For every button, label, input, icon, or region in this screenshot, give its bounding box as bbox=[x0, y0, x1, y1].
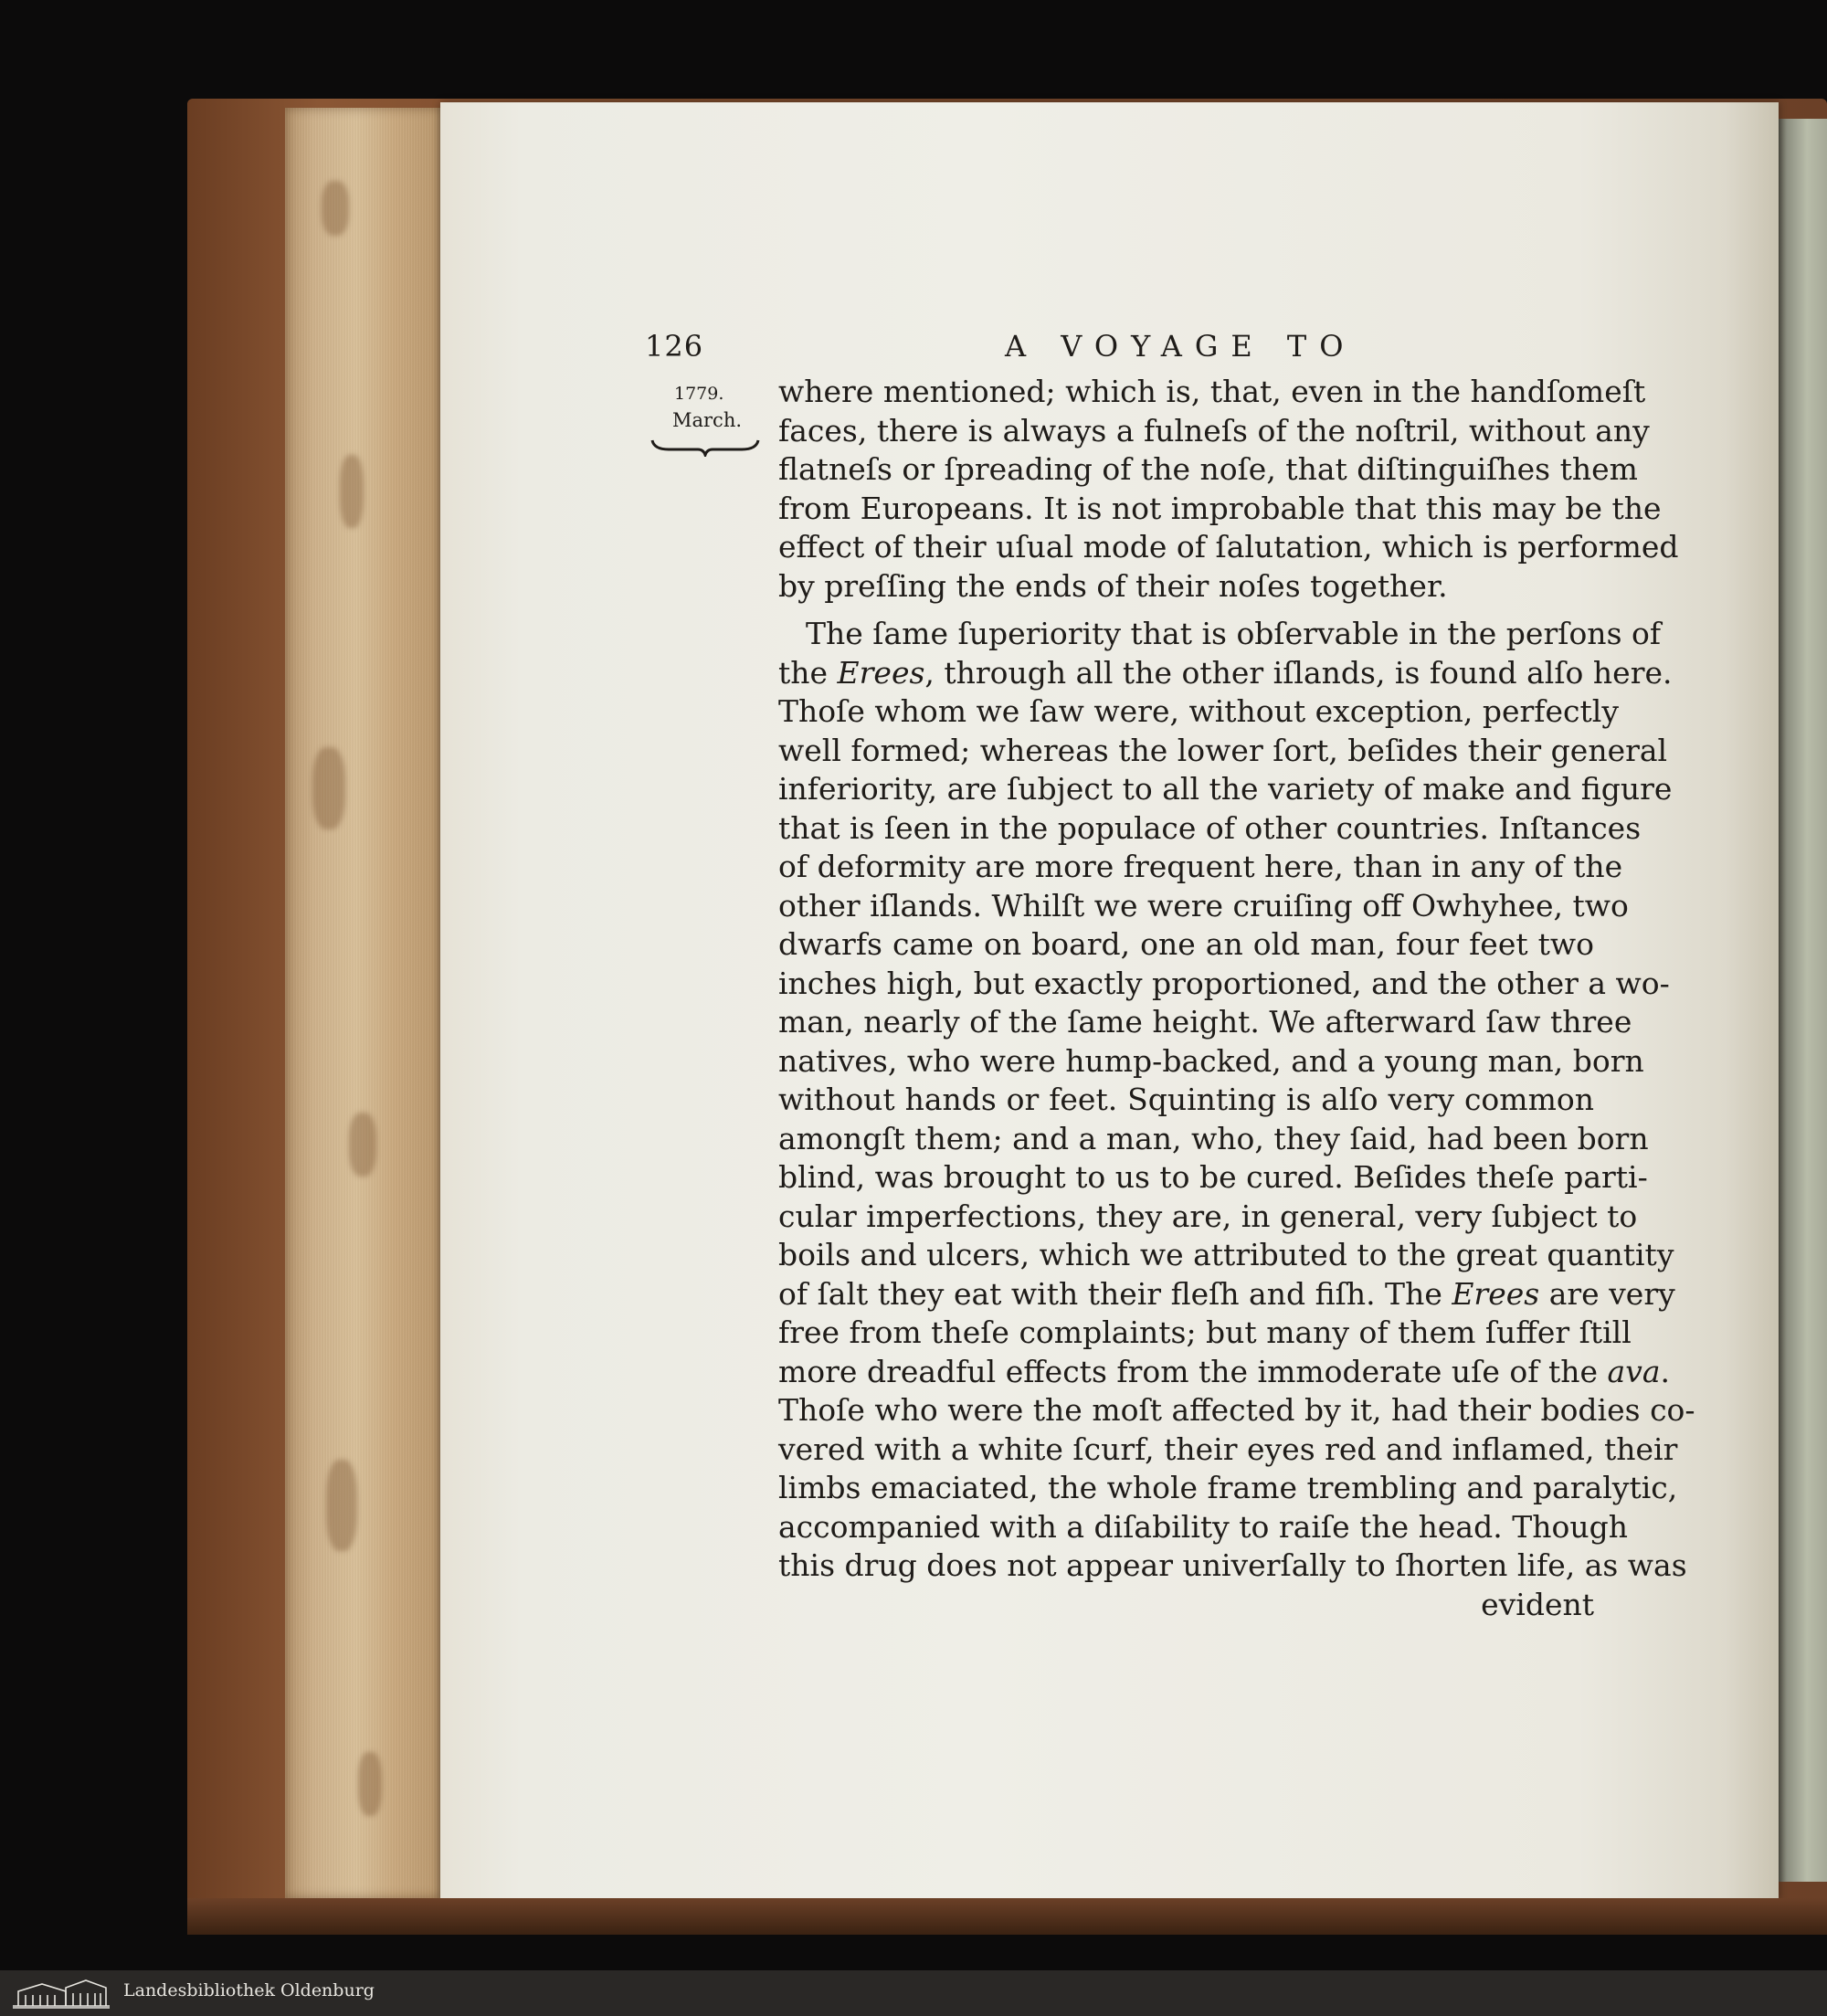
text-line bbox=[778, 848, 1623, 887]
text-line bbox=[778, 412, 1650, 451]
catchword: evident bbox=[1481, 1586, 1594, 1622]
text-segment: , through all the other iſlands, is found alſo here. bbox=[924, 654, 1673, 691]
text-segment: this drug does not appear univerſally to ſhorten life, as was bbox=[778, 1547, 1687, 1583]
text-line bbox=[778, 1120, 1649, 1159]
text-segment: blind, was brought to us to be cured. Beſides theſe parti- bbox=[778, 1159, 1648, 1195]
text-line bbox=[778, 887, 1629, 926]
text-line bbox=[778, 1391, 1695, 1430]
text-segment: by preſſing the ends of their noſes together. bbox=[778, 567, 1448, 604]
text-line bbox=[778, 1546, 1687, 1586]
text-segment: without hands or feet. Squinting is alſo very common bbox=[778, 1082, 1594, 1117]
cover-bottom bbox=[187, 1898, 1827, 1935]
text-segment: . bbox=[1660, 1353, 1671, 1389]
text-line bbox=[778, 1314, 1632, 1353]
text-segment: Thoſe who were the moſt affected by it, had their bodies co- bbox=[778, 1392, 1695, 1428]
margin-note-year: 1779. bbox=[674, 384, 724, 404]
text-segment: The ſame ſuperiority that is obſervable in the perſons of bbox=[806, 616, 1662, 651]
text-line bbox=[778, 1353, 1671, 1392]
text-segment: from Europeans. It is not improbable that this may be the bbox=[778, 490, 1662, 526]
text-line bbox=[778, 965, 1670, 1004]
text-segment: well formed; whereas the lower ſort, beſides their general bbox=[778, 732, 1668, 768]
text-line bbox=[778, 373, 1646, 412]
text-line bbox=[778, 450, 1638, 490]
text-line bbox=[778, 770, 1673, 809]
text-segment: are very bbox=[1539, 1275, 1675, 1312]
page-fore-edge bbox=[285, 108, 442, 1898]
text-segment: inches high, but exactly proportioned, and the other a wo- bbox=[778, 965, 1670, 1001]
text-segment: man, nearly of the ſame height. We afterward ſaw three bbox=[778, 1004, 1632, 1040]
text-line bbox=[778, 490, 1662, 529]
text-segment: where mentioned; which is, that, even in the handſomeſt bbox=[778, 374, 1646, 409]
text-segment: dwarfs came on board, one an old man, four feet two bbox=[778, 926, 1594, 962]
text-segment: cular imperfections, they are, in general, very ſubject to bbox=[778, 1198, 1638, 1234]
text-line bbox=[778, 1236, 1674, 1275]
text-line bbox=[778, 528, 1679, 567]
text-segment: Thoſe whom we ſaw were, without exception, perfectly bbox=[778, 693, 1619, 729]
italic-term: Erees bbox=[1452, 1275, 1540, 1312]
text-line bbox=[778, 1003, 1632, 1042]
page-number: 126 bbox=[645, 329, 704, 364]
running-title: A VOYAGE TO bbox=[1005, 329, 1357, 364]
brace-icon bbox=[650, 437, 760, 457]
text-line bbox=[778, 567, 1594, 607]
text-segment: limbs emaciated, the whole frame trembling and paralytic, bbox=[778, 1470, 1678, 1505]
text-line bbox=[778, 1158, 1648, 1198]
text-line bbox=[778, 1081, 1594, 1120]
text-segment: amongſt them; and a man, who, they ſaid, had been born bbox=[778, 1120, 1649, 1156]
text-line bbox=[778, 615, 1662, 654]
italic-term: ava bbox=[1607, 1353, 1661, 1389]
text-segment: free from theſe complaints; but many of them ſuffer ſtill bbox=[778, 1314, 1632, 1350]
text-segment: of deformity are more frequent here, than in any of the bbox=[778, 849, 1623, 884]
library-building-icon bbox=[9, 1975, 113, 2010]
body-text bbox=[778, 373, 1695, 1624]
text-line bbox=[778, 1469, 1678, 1508]
text-segment: other iſlands. Whilſt we were cruiſing off Owhyhee, two bbox=[778, 887, 1629, 924]
text-line bbox=[778, 809, 1642, 849]
text-segment: that is ſeen in the populace of other countries. Inſtances bbox=[778, 809, 1642, 846]
library-name: Landesbibliothek Oldenburg bbox=[123, 1980, 375, 2000]
italic-term: Erees bbox=[837, 654, 925, 691]
text-line bbox=[778, 1430, 1678, 1470]
next-page-edge bbox=[1777, 119, 1827, 1882]
text-segment: flatneſs or ſpreading of the noſe, that diſtinguiſhes them bbox=[778, 451, 1638, 487]
text-line bbox=[778, 1042, 1644, 1082]
text-segment: the bbox=[778, 654, 838, 691]
text-line bbox=[778, 1508, 1628, 1547]
text-line bbox=[778, 1198, 1638, 1237]
text-segment: boils and ulcers, which we attributed to the great quantity bbox=[778, 1237, 1674, 1272]
margin-note-month: March. bbox=[672, 409, 743, 431]
text-segment: of ſalt they eat with their fleſh and fiſh. The bbox=[778, 1275, 1452, 1312]
text-segment: natives, who were hump-backed, and a young man, born bbox=[778, 1042, 1644, 1079]
text-line bbox=[778, 654, 1673, 693]
text-line bbox=[778, 925, 1594, 965]
text-line bbox=[778, 1275, 1675, 1314]
text-segment: inferiority, are ſubject to all the variety of make and figure bbox=[778, 771, 1673, 807]
text-line bbox=[778, 692, 1619, 732]
text-segment: faces, there is always a fulneſs of the noſtril, without any bbox=[778, 412, 1650, 449]
text-segment: more dreadful effects from the immoderate uſe of the bbox=[778, 1353, 1608, 1389]
text-line bbox=[778, 732, 1668, 771]
text-segment: accompanied with a diſability to raiſe the head. Though bbox=[778, 1508, 1628, 1545]
text-segment: vered with a white ſcurf, their eyes red and inflamed, their bbox=[778, 1430, 1678, 1467]
text-segment: effect of their uſual mode of ſalutation, which is performed bbox=[778, 529, 1679, 565]
